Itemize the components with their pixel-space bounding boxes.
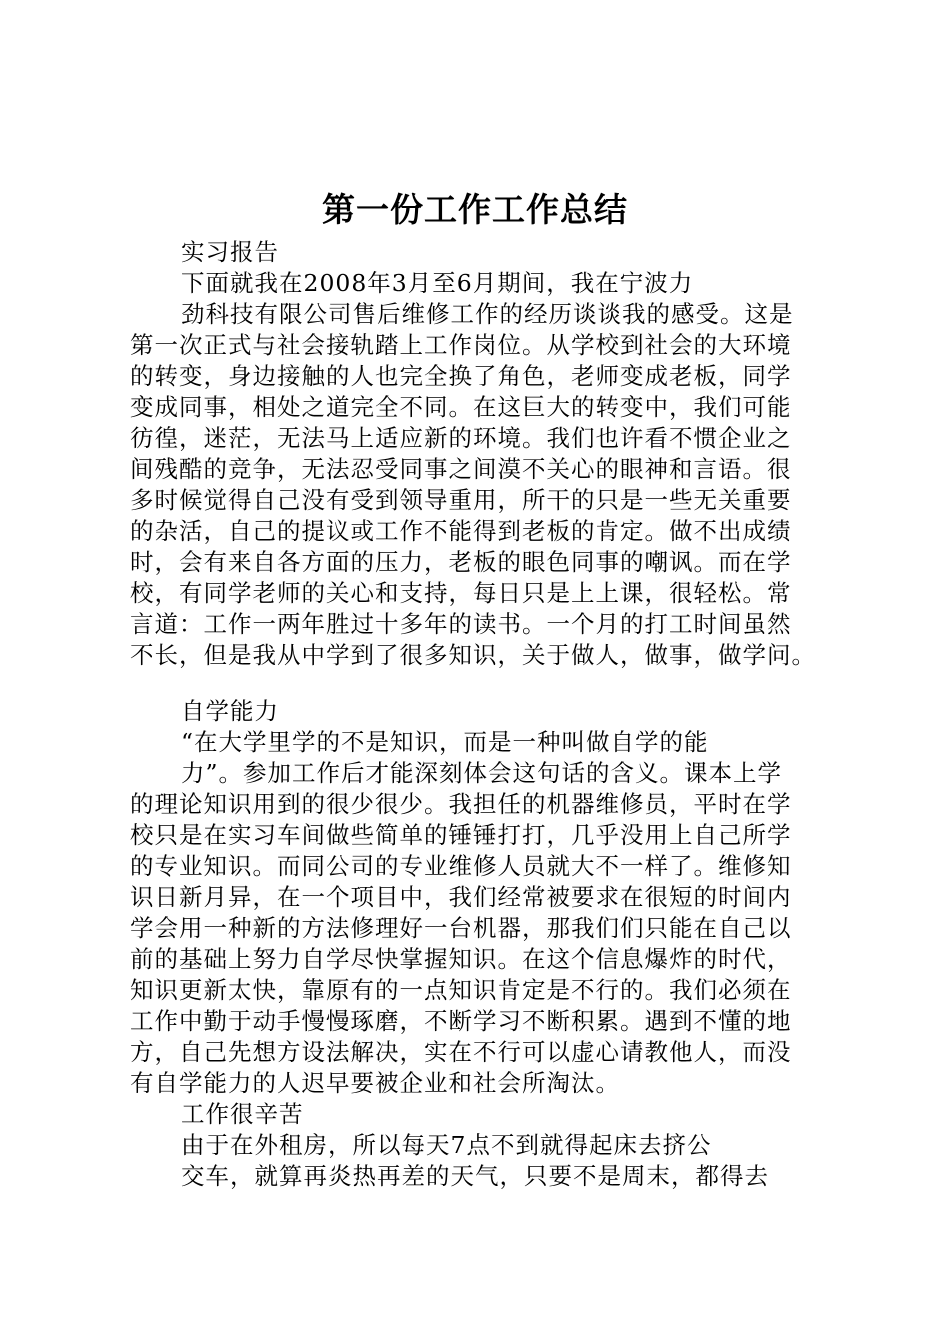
paragraph-line: 下面就我在2008年3月至6月期间，我在宁波力 <box>181 269 694 297</box>
paragraph-line: 变成同事，相处之道完全不同。在这巨大的转变中，我们可能 <box>130 393 792 421</box>
section-heading-hard-work: 工作很辛苦 <box>181 1100 304 1128</box>
paragraph-line: 第一次正式与社会接轨踏上工作岗位。从学校到社会的大环境 <box>130 331 792 359</box>
paragraph-line: 方，自己先想方设法解决，实在不行可以虚心请教他人，而没 <box>130 1038 792 1066</box>
paragraph-line: “在大学里学的不是知识，而是一种叫做自学的能 <box>181 728 709 756</box>
paragraph-line: 工作中勤于动手慢慢琢磨，不断学习不断积累。遇到不懂的地 <box>130 1007 792 1035</box>
paragraph-line: 的转变，身边接触的人也完全换了角色，老师变成老板，同学 <box>130 362 792 390</box>
paragraph-line: 时，会有来自各方面的压力，老板的眼色同事的嘲讽。而在学 <box>130 548 792 576</box>
paragraph-line: 多时候觉得自己没有受到领导重用，所干的只是一些无关重要 <box>130 486 792 514</box>
paragraph-line: 的理论知识用到的很少很少。我担任的机器维修员，平时在学 <box>130 790 792 818</box>
paragraph-line: 力”。参加工作后才能深刻体会这句话的含义。课本上学 <box>181 759 783 787</box>
paragraph-line: 学会用一种新的方法修理好一台机器，那我们们只能在自己以 <box>130 914 792 942</box>
paragraph-line: 不长，但是我从中学到了很多知识，关于做人，做事，做学问。 <box>130 641 816 669</box>
paragraph-line: 识日新月异，在一个项目中，我们经常被要求在很短的时间内 <box>130 883 792 911</box>
paragraph-line: 交车，就算再炎热再差的天气，只要不是周末，都得去 <box>181 1162 769 1190</box>
section-heading-internship-report: 实习报告 <box>181 238 279 266</box>
paragraph-line: 校只是在实习车间做些简单的锤锤打打，几乎没用上自己所学 <box>130 821 792 849</box>
paragraph-line: 有自学能力的人迟早要被企业和社会所淘汰。 <box>130 1069 620 1097</box>
paragraph-line: 言道：工作一两年胜过十多年的读书。一个月的打工时间虽然 <box>130 610 792 638</box>
paragraph-line: 间残酷的竞争，无法忍受同事之间漠不关心的眼神和言语。很 <box>130 455 792 483</box>
paragraph-line: 劲科技有限公司售后维修工作的经历谈谈我的感受。这是 <box>181 300 794 328</box>
paragraph-line: 彷徨，迷茫，无法马上适应新的环境。我们也许看不惯企业之 <box>130 424 792 452</box>
paragraph-line: 的专业知识。而同公司的专业维修人员就大不一样了。维修知 <box>130 852 792 880</box>
paragraph-line: 校，有同学老师的关心和支持，每日只是上上课，很轻松。常 <box>130 579 792 607</box>
section-heading-self-learning: 自学能力 <box>181 697 279 725</box>
paragraph-line: 知识更新太快，靠原有的一点知识肯定是不行的。我们必须在 <box>130 976 792 1004</box>
paragraph-line: 前的基础上努力自学尽快掌握知识。在这个信息爆炸的时代， <box>130 945 792 973</box>
document-title: 第一份工作工作总结 <box>322 190 628 229</box>
paragraph-line: 的杂活，自己的提议或工作不能得到老板的肯定。做不出成绩 <box>130 517 792 545</box>
paragraph-line: 由于在外租房，所以每天7点不到就得起床去挤公 <box>181 1131 712 1159</box>
